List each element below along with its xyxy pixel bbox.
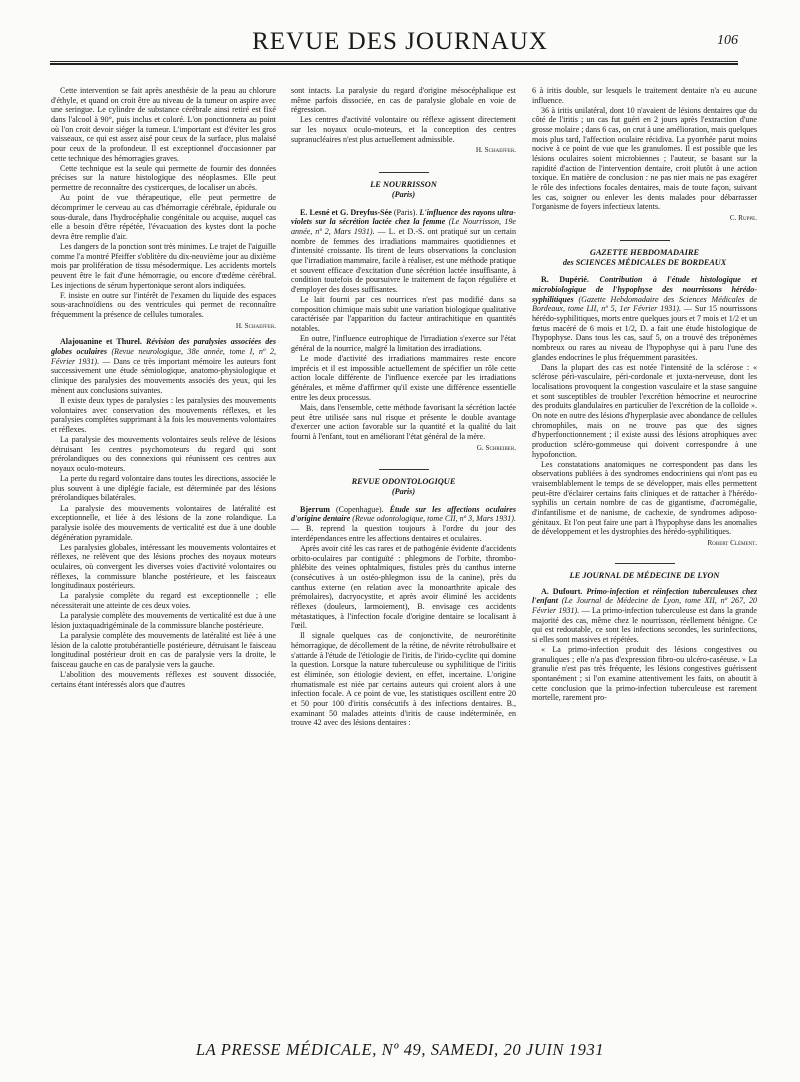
paragraph: Les constatations anatomiques ne correspondent pas dans les observations publiées à des syndromes endocriniens qui n'ont pas eu vraisemblablement le temps de se développer, mais elles permettent peut-être d'éclairer certains faits cliniques et de rattacher à l'hérédo-syphilis un certain nombre de cas de gigantisme, d'acromégalie, d'infantilisme et de nanisme, de cachexie, de syndromes adiposo-génitaux. Et l'on peut faire une part à l'hypophyse dans les anomalies de développement et les dystrophies des hérédo-syphilitiques. (532, 459, 757, 537)
paragraph: Les centres d'activité volontaire ou réflexe agissent directement sur les noyaux oculo-moteurs, et la conception des centres supranucléaires n'est plus actuellement admissible. (291, 115, 516, 144)
column-1 (51, 86, 276, 1036)
article-source: (Revue neurologique, 38e année, tome I, nº 2, Février 1931). (51, 347, 276, 366)
article-author: E. Lesné et G. Dreyfus-Sée (300, 207, 392, 217)
page-header (0, 0, 800, 80)
author-signature: Robert Clément. (707, 539, 757, 548)
paragraph: La paralysie complète du regard est exceptionnelle ; elle nécessiterait une atteinte de ces deux voies. (51, 591, 276, 611)
paragraph: Mais, dans l'ensemble, cette méthode favorisant la sécrétion lactée peut être utilisée sans nul risque et présente le double avantage d'exercer une action favorable sur la quantité et la qualité du lait fourni à l'enfant, tout en améliorant l'état général de la mère. (291, 402, 516, 441)
paragraph: 6 à iritis double, sur lesquels le traitement dentaire n'a eu aucune influence. (532, 86, 757, 105)
paragraph: Les paralysies globales, intéressant les mouvements volontaires et réflexes, ne relèvent que des lésions proches des noyaux moteurs oculaires, où convergent les diverses voies d'activité volontaires ou réflexes, la commissure blanche postérieure, et les faisceaux longitudinaux postérieurs. (51, 542, 276, 591)
article-entry (532, 587, 757, 645)
paragraph: « La primo-infection produit des lésions congestives ou granuliques ; elle n'a pas d'expression fibro-ou ulcéro-caséeuse. » La granulie n'est pas très fréquente, les lésions congestives guérissent spontanément ; si l'on examine attentivement les faits, on aboutit à cette conclusion que la primo-infection tuberculeuse est rarement mortelle, rarement pro- (532, 645, 757, 703)
article-summary: — Sur 15 nourrissons hérédo-syphilitiques, morts entre quelques jours et 7 mois et 1/2 et un fœtus macéré de 6 mois et 1/2, D. a fait une étude histologique de l'hypophyse. Dans tous les cas, sauf 5, on a trouvé des tréponèmes nombreux ou rares au niveau de l'hypophyse qui à paru l'une des glandes endocrines le plus fréquemment parasitées. (532, 304, 757, 362)
article-source: (Le Nourrisson, 19e année, nº 2, Mars 1931). (291, 217, 516, 237)
article-title: Étude sur les affections oculaires d'origine dentaire (291, 504, 516, 524)
journal-subheading: (Paris) (391, 190, 416, 200)
author-location: (Copenhague). (329, 504, 390, 514)
article-summary: — La primo-infection tuberculeuse est dans la grande majorité des cas, même chez le nourrisson, réellement bénigne. Ce qui est redoutable, ce sont les infections secondes, les surinfections, si elles sont massives et répétées. (532, 606, 757, 644)
paragraph: Au point de vue thérapeutique, elle peut permettre de décomprimer le cerveau au cas d'hémorragie cérébrale, épidurale ou sous-durale, dans l'hydrocéphalie congénitale ou acquise, auquel cas elle a besoin d'être répétée, l'évacuation des kystes dont la poche devra être remplie d'air. (51, 193, 276, 241)
article-title: Révision des paralysies associées des globes oculaires (51, 337, 276, 357)
article-source: (Gazette Hebdomadaire des Sciences Médicales de Bordeaux, tome LII, nº 5, 1er Février 1931). (532, 294, 757, 314)
paragraph: La perte du regard volontaire dans toutes les directions, associée le plus souvent à une diplégie faciale, est déterminée par des lésions prérolandiques bilatérales. (51, 474, 276, 503)
journal-section-title: REVUE DES JOURNAUX (252, 28, 548, 55)
journal-heading: LE NOURRISSON (370, 180, 437, 190)
paragraph: La paralysie des mouvements volontaires de latéralité est exceptionnelle, et liée à des lésions de la zone rolandique. La paralysie isolée des mouvements de verticalité est due à une double dégénération pyramidale. (51, 503, 276, 542)
section-divider (620, 240, 670, 241)
article-summary: — L. et D.-S. ont pratiqué sur un certain nombre de femmes des irradiations mammaires quotidiennes et d'intensité croissante. Ils tirent de leurs observations la conclusion que l'irradiation mammaire, facile à réaliser, est une méthode pratique et souvent efficace d'excitation d'une sécrétion lactée insuffisante, à condition toutefois de poursuivre le traitement de façon régulière et d'employer des doses suffisantes. (291, 227, 516, 294)
author-signature: H. Schaeffer. (235, 321, 276, 330)
article-author: R. Dupérié. (541, 275, 589, 285)
paragraph: Le lait fourni par ces nourrices n'est pas modifié dans sa composition chimique mais subit une variation biologique qualitative caractérisée par l'apparition du facteur antirachitique en quantités notables. (291, 295, 516, 334)
paragraph: L'abolition des mouvements réflexes est souvent dissociée, certains étant intéressés alors que d'autres (51, 670, 276, 689)
journal-heading: LE JOURNAL DE MÉDECINE DE LYON (569, 570, 720, 580)
paragraph: 36 à iritis unilatéral, dont 10 n'avaient de lésions dentaires que du côté de l'iritis ; un cas fut guéri en 2 jours après l'extraction d'une grosse molaire ; dans 6 cas, on crut à une amélioration, mais quelques mois plus tard, l'affection oculaire récidiva. La pyorrhée parut moins nocive à ce point de vue que les granulomes. Il est possible que les lésions oculaires soient microbiennes ; l'auteur, se basant sur la rapidité d'action de l'intervention dentaire, croit plutôt à une action toxique. En matière de conclusion : ne pas nier mais ne pas exagérer le rôle des infections focales dentaires, mais de toute façon, suivant les cas, soigner ou enlever les dents malades pour débarrasser l'organisme de foyers infectieux latents. (532, 105, 757, 212)
paragraph: F. insiste en outre sur l'intérêt de l'examen du liquide des espaces sous-arachnoïdiens ou des ventricules qui permet de reconnaître fréquemment la présence de cellules tumorales. (51, 290, 276, 320)
paragraph: Cette intervention se fait après anesthésie de la peau au chlorure d'éthyle, et quand on croit être au niveau de la tumeur on aspire avec une seringue. Le cylindre de substance cérébrale ainsi retiré est fixé dans l'alcool à 90°, puis inclus et coloré. L'on ponctionnera au point où l'on croit devoir siéger la tumeur. L'important est d'éviter les gros vaisseaux, ce qui est assez aisé pour ceux de la surface, plus malaisé pour ceux de la profondeur. Il est exceptionnel d'occasionner par cette technique des hémorragies graves. (51, 86, 276, 163)
author-location: (Paris). (391, 207, 420, 217)
header-rule-bottom (50, 63, 738, 65)
journal-subheading: des SCIENCES MÉDICALES DE BORDEAUX (562, 257, 727, 267)
paragraph: sont intacts. La paralysie du regard d'origine mésocéphalique est même parfois dissociée, en cas de paralysie globale en voie de régression. (291, 86, 516, 115)
article-author: Bjerrum (300, 504, 330, 514)
journal-heading: GAZETTE HEBDOMADAIRE (589, 247, 700, 257)
paragraph: Il signale quelques cas de conjonctivite, de neurorétinite hémorragique, de décollement de la rétine, de névrite rétrobulbaire et s'attarde à l'étude de l'étiologie de l'iritis, de l'irido-cyclite qui domine la question. Lorsque la nature tuberculeuse ou syphilitique de l'iritis est éliminée, son étiologie devient, en effet, incertaine. L'origine rhumatismale est niée par certains auteurs qui croient alors à une infection focale. A ce point de vue, les statistiques oscillent entre 20 et 50 pour 100 d'iritis consécutifs à des infections dentaires. B., examinant 50 malades atteints d'iritis de cause indéterminée, en trouve 42 avec des lésions dentaires : (291, 631, 516, 728)
article-summary: — B. reprend la question toujours à l'ordre du jour des interdépendances entre les affections dentaires et oculaires. (291, 524, 516, 543)
article-title: Contribution à l'étude histologique et microbiologique de l'hypophyse des nourrissons hérédo-syphilitiques (532, 275, 757, 304)
section-divider (379, 172, 429, 173)
author-signature: C. Ruppe. (729, 214, 757, 223)
paragraph: Après avoir cité les cas rares et de pathogénie évidente d'accidents orbito-oculaires par contiguïté : phlegmons de l'orbite, thrombo-phlébite des veines ophtalmiques, fistules près du canthus interne (consécutives à un ostéo-phlegmon issu de la canine), près du canthus externe (en relation avec la monoarthrite apicale des prémolaires), dacryocystite, et après avoir éliminé les accidents réflexes (douleurs, larmoiement), B. envisage ces accidents métastatiques, à l'infection focale d'origine dentaire se localisant à l'œil. (291, 543, 516, 631)
paragraph: Il existe deux types de paralysies : les paralysies des mouvements volontaires avec conservation des mouvements réflexes, et les paralysies complètes supprimant à la fois les mouvements volontaires et réflexes. (51, 395, 276, 434)
author-signature: G. Schreiber. (476, 443, 516, 452)
paragraph: La paralysie complète des mouvements de verticalité est due à une lésion juxtaquadrigéminale de la commissure blanche postérieure. (51, 611, 276, 630)
journal-heading: REVUE ODONTOLOGIQUE (351, 477, 456, 487)
article-entry (291, 505, 516, 544)
section-divider (379, 469, 429, 470)
article-entry (51, 337, 276, 395)
article-title: Primo-infection et réinfection tuberculeuses chez l'enfant (532, 586, 757, 606)
paragraph: Les dangers de la ponction sont très minimes. Le trajet de l'aiguille comme l'a montré Pfeiffer s'oblitère du dix-neuvième jour au dixième mois par prolifération de tissu mésodermique. Les accidents mortels peuvent être le fait d'une hémorragie, ou encore d'œdème cérébral. Les injections de sérum hypertonique seront alors indiquées. (51, 242, 276, 290)
section-divider (615, 563, 675, 564)
page-number: 106 (717, 33, 738, 48)
column-2 (291, 86, 516, 1036)
paragraph: La paralysie des mouvements volontaires seuls relève de lésions détruisant les centres psychomoteurs du regard qui sont prérolandiques ou des connexions qui réunissent ces centres aux noyaux oculo-moteurs. (51, 434, 276, 473)
page-footer: LA PRESSE MÉDICALE, Nº 49, SAMEDI, 20 JUIN 1931 (195, 1040, 605, 1059)
article-entry (291, 208, 516, 295)
article-author: Alajouanine et Thurel. (60, 337, 142, 347)
article-source: (Le Journal de Médecine de Lyon, tome XII, nº 267, 20 Février 1931). (532, 596, 757, 616)
journal-subheading: (Paris) (391, 487, 416, 497)
paragraph: La paralysie complète des mouvements de latéralité est liée à une lésion de la calotte protubérantielle postérieure, détruisant le faisceau longitudinal postérieur droit en cas de paralysie vers la droite, le faisceau gauche en cas de paralysie vers la gauche. (51, 631, 276, 670)
paragraph: Le mode d'activité des irradiations mammaires reste encore imprécis et il est impossible actuellement de spécifier un rôle cette action locale différente de l'influence exercée par les irradiations générales, et même d'affirmer qu'il existe une différence essentielle entre les deux processus. (291, 354, 516, 402)
article-title: L'influence des rayons ultra-violets sur la sécrétion lactée chez la femme (291, 207, 516, 227)
article-entry (532, 275, 757, 362)
column-3 (532, 86, 757, 1036)
paragraph: Dans la plupart des cas est notée l'intensité de la sclérose : « sclérose péri-vasculaire, péri-cordonale et juxta-nerveuse, dont les localisations provoquent la congestion vasculaire et la stase sanguine et sont susceptibles de troubler l'excrétion hémocrine et neurocrine des produits glandulaires en particulier de l'excrétion de la colloïde ». On note en outre des lésions d'hyperplasie avec abondance de cellules chromophiles, mais on ne trouve pas que des signes d'hyperfonctionnement ; il existe aussi des lésions atrophiques avec production scléro-gommeuse qui doivent correspondre à une hypofonction. (532, 362, 757, 459)
paragraph: Cette technique est la seule qui permette de fournir des données précises sur la nature histologique des néoplasmes. Elle peut permettre de reconnaître des cysticerques, de localiser un abcès. (51, 163, 276, 193)
article-source: (Revue odontologique, tome CII, nº 3, Mars 1931). (352, 514, 516, 524)
header-rule-top (50, 61, 738, 62)
article-summary: — Dans ce très important mémoire les auteurs font successivement une étude sémiologique, anatomo-physiologique et clinique des paralysies des mouvements associés des yeux, qui les mènent aux conclusions suivantes. (51, 356, 276, 395)
article-author: A. Dufourt. (541, 586, 583, 596)
paragraph: En outre, l'influence eutrophique de l'irradiation s'exerce sur l'état général de la nourrice, malgré la limitation des irradiations. (291, 334, 516, 353)
author-signature: H. Schaeffer. (475, 146, 516, 155)
